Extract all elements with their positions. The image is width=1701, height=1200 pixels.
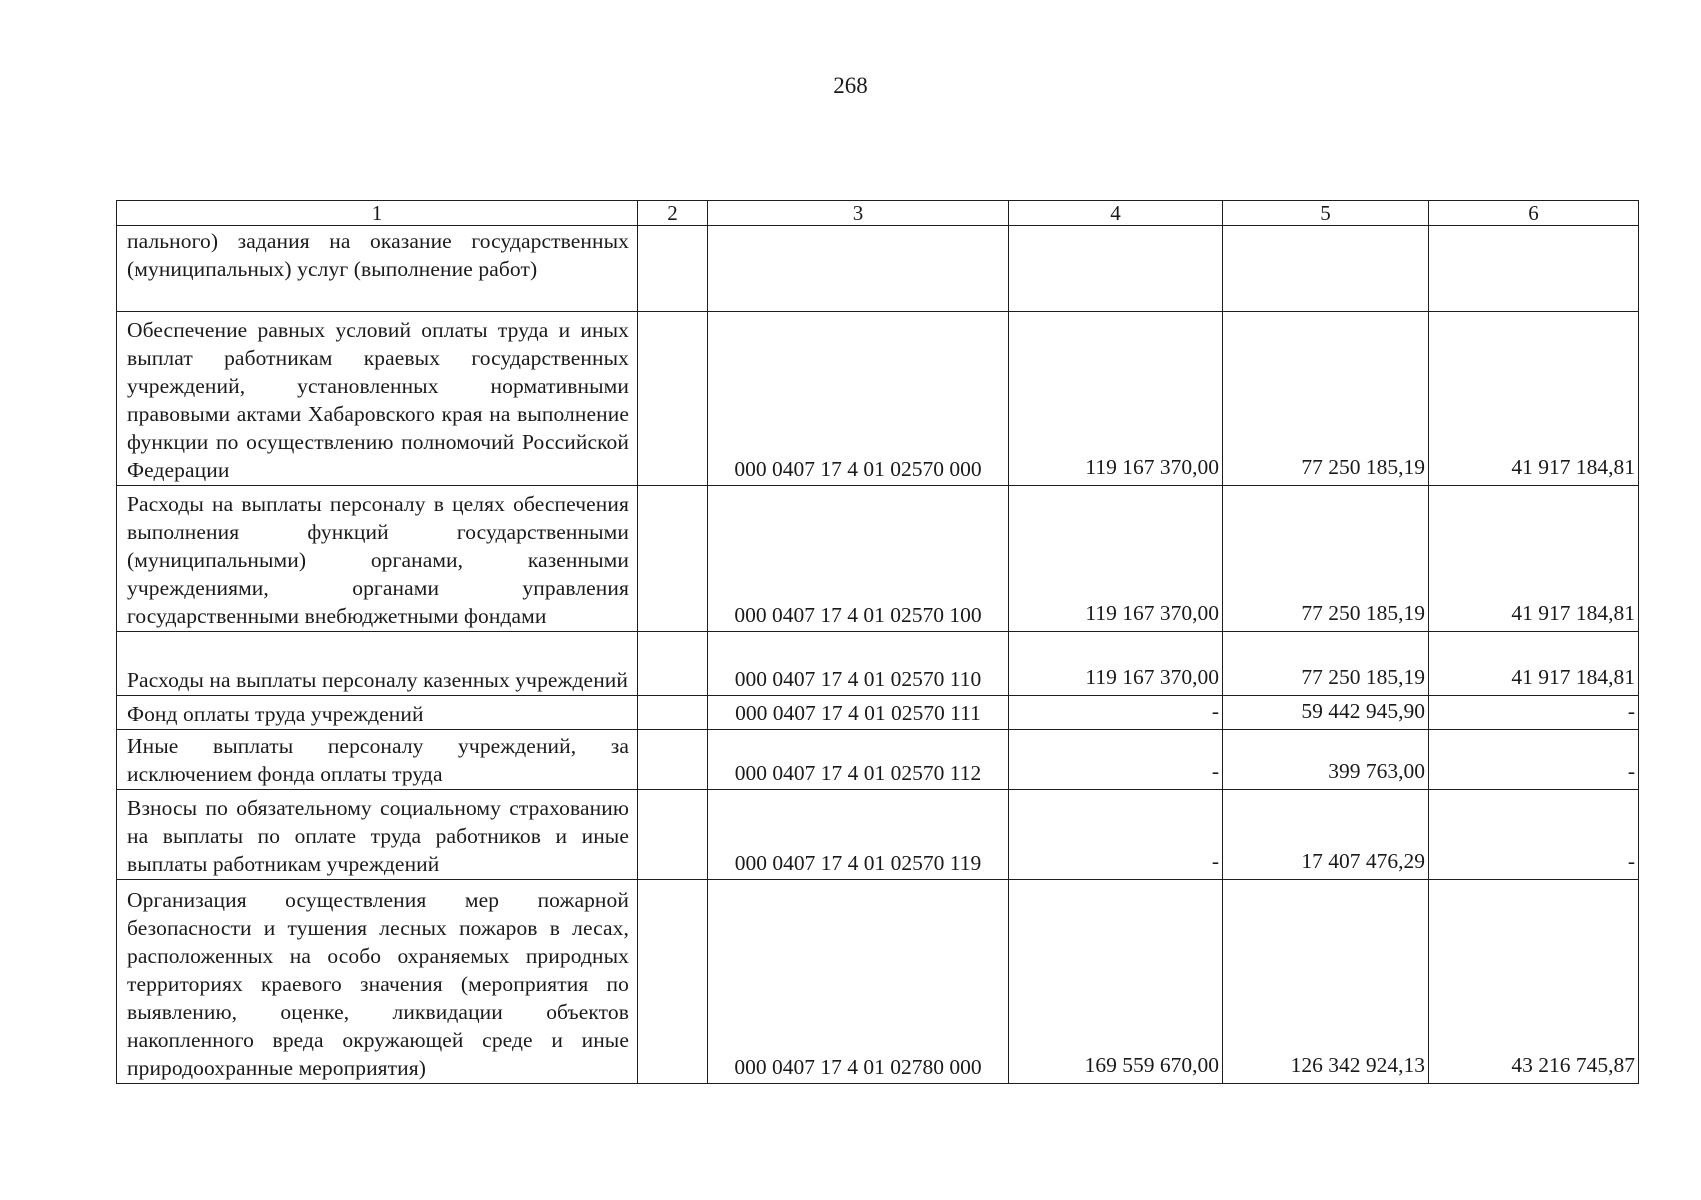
row-col2 — [638, 226, 708, 312]
row-name: Взносы по обязательному социальному страхованию на выплаты по оплате труда работников и иные выплаты работникам учреждений — [117, 790, 638, 880]
row-executed: 126 342 924,13 — [1223, 880, 1429, 1084]
column-header-2: 2 — [638, 201, 708, 226]
row-planned: 119 167 370,00 — [1009, 486, 1223, 632]
table-header-row — [117, 201, 1639, 226]
row-col2 — [638, 632, 708, 696]
row-col2 — [638, 880, 708, 1084]
row-remaining: - — [1429, 696, 1639, 730]
row-executed: 77 250 185,19 — [1223, 486, 1429, 632]
table-row — [117, 790, 1639, 880]
row-planned: 119 167 370,00 — [1009, 312, 1223, 486]
row-name: Обеспечение равных условий оплаты труда и иных выплат работникам краевых государственных учреждений, установленных нормативными правовыми актами Хабаровского края на выполнение функции по осуществлению полномочий Российской Федерации — [117, 312, 638, 486]
row-executed: 17 407 476,29 — [1223, 790, 1429, 880]
row-remaining: 41 917 184,81 — [1429, 632, 1639, 696]
table-row — [117, 880, 1639, 1084]
row-code: 000 0407 17 4 01 02780 000 — [708, 880, 1009, 1084]
row-remaining: 43 216 745,87 — [1429, 880, 1639, 1084]
row-executed — [1223, 226, 1429, 312]
page-number: 268 — [833, 73, 868, 98]
column-header-4: 4 — [1009, 201, 1223, 226]
column-header-3: 3 — [708, 201, 1009, 226]
row-executed: 399 763,00 — [1223, 730, 1429, 790]
row-code: 000 0407 17 4 01 02570 100 — [708, 486, 1009, 632]
row-name: Фонд оплаты труда учреждений — [117, 696, 638, 730]
row-executed: 77 250 185,19 — [1223, 632, 1429, 696]
row-col2 — [638, 790, 708, 880]
table-row — [117, 312, 1639, 486]
table-row — [117, 632, 1639, 696]
row-remaining: - — [1429, 790, 1639, 880]
row-name: Расходы на выплаты персоналу в целях обеспечения выполнения функций государственными (муниципальными) органами, казенными учреждениями, органами управления государственными внебюджетными фондами — [117, 486, 638, 632]
row-code — [708, 226, 1009, 312]
row-executed: 77 250 185,19 — [1223, 312, 1429, 486]
row-planned: - — [1009, 730, 1223, 790]
column-header-6: 6 — [1429, 201, 1639, 226]
row-name: пального) задания на оказание государственных (муниципальных) услуг (выполнение работ) — [117, 226, 638, 312]
row-col2 — [638, 696, 708, 730]
table-row — [117, 486, 1639, 632]
row-code: 000 0407 17 4 01 02570 110 — [708, 632, 1009, 696]
column-header-5: 5 — [1223, 201, 1429, 226]
row-executed: 59 442 945,90 — [1223, 696, 1429, 730]
row-code: 000 0407 17 4 01 02570 112 — [708, 730, 1009, 790]
row-code: 000 0407 17 4 01 02570 000 — [708, 312, 1009, 486]
row-planned: 119 167 370,00 — [1009, 632, 1223, 696]
row-name: Организация осуществления мер пожарной безопасности и тушения лесных пожаров в лесах, расположенных на особо охраняемых природных территориях краевого значения (мероприятия по выявлению, оценке, ликвидации объектов накопленного вреда окружающей среде и иные природоохранные мероприятия) — [117, 880, 638, 1084]
row-name: Расходы на выплаты персоналу казенных учреждений — [117, 632, 638, 696]
row-col2 — [638, 486, 708, 632]
row-planned: 169 559 670,00 — [1009, 880, 1223, 1084]
row-planned: - — [1009, 790, 1223, 880]
row-code: 000 0407 17 4 01 02570 111 — [708, 696, 1009, 730]
row-remaining — [1429, 226, 1639, 312]
row-remaining: - — [1429, 730, 1639, 790]
budget-execution-table — [116, 200, 1639, 1084]
table-row — [117, 226, 1639, 312]
table-row — [117, 696, 1639, 730]
column-header-1: 1 — [117, 201, 638, 226]
row-planned — [1009, 226, 1223, 312]
table-row — [117, 730, 1639, 790]
row-remaining: 41 917 184,81 — [1429, 312, 1639, 486]
row-name: Иные выплаты персоналу учреждений, за исключением фонда оплаты труда — [117, 730, 638, 790]
row-code: 000 0407 17 4 01 02570 119 — [708, 790, 1009, 880]
row-remaining: 41 917 184,81 — [1429, 486, 1639, 632]
row-col2 — [638, 312, 708, 486]
row-planned: - — [1009, 696, 1223, 730]
row-col2 — [638, 730, 708, 790]
